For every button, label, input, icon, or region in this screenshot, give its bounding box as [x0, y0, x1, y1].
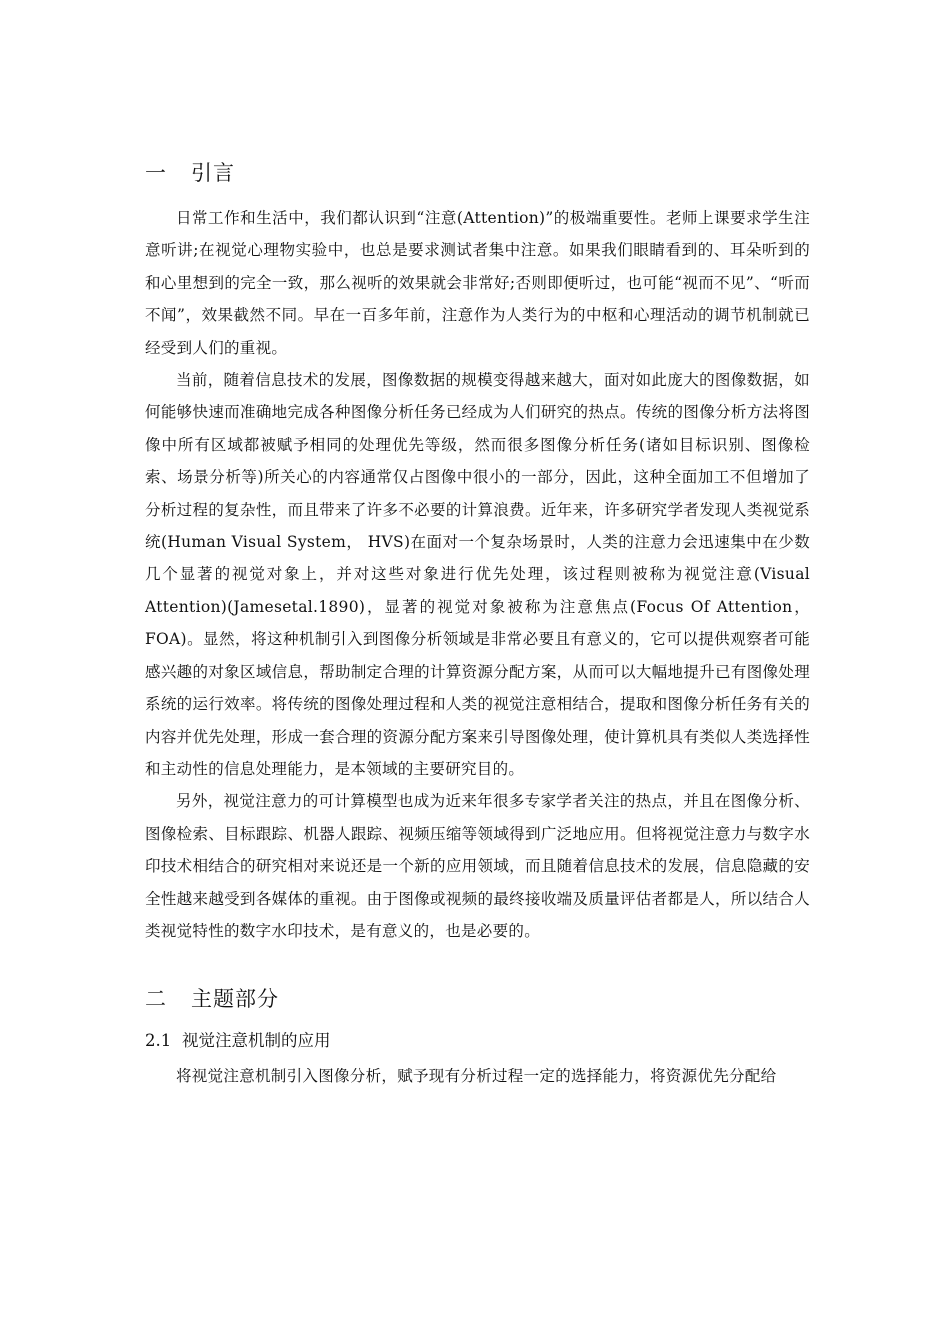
section-heading-main: [145, 984, 810, 1014]
section-number: 一: [145, 161, 167, 185]
section-title: 主题部分: [191, 987, 279, 1012]
document-body: [145, 150, 810, 1093]
paragraph: 将视觉注意机制引入图像分析，赋予现有分析过程一定的选择能力，将资源优先分配给: [176, 1067, 777, 1086]
section-heading-introduction: [145, 158, 810, 188]
subsection-title: 视觉注意机制的应用: [182, 1031, 331, 1051]
paragraph: 当前，随着信息技术的发展，图像数据的规模变得越来越大，面对如此庞大的图像数据，如何能够快速而准确地完成各种图像分析任务已经成为人们研究的热点。传统的图像分析方法将图像中所有区域都被赋予相同的处理优先等级，然而很多图像分析任务(诸如目标识别、图像检索、场景分析等)所关心的内容通常仅占图像中很小的一部分，因此，这种全面加工不但增加了分析过程的复杂性，而且带来了许多不必要的计算浪费。近年来，许多研究学者发现人类视觉系统(Human Visual System， HVS)在面对一个复杂场景时，人类的注意力会迅速集中在少数几个显著的视觉对象上，并对这些对象进行优先处理，该过程则被称为视觉注意(Visual Attention)(Jamesetal.1890)，显著的视觉对象被称为注意焦点(Focus Of Attention， FOA)。显然，将这种机制引入到图像分析领域是非常必要且有意义的，它可以提供观察者可能感兴趣的对象区域信息，帮助制定合理的计算资源分配方案，从而可以大幅地提升已有图像处理系统的运行效率。将传统的图像处理过程和人类的视觉注意相结合，提取和图像分析任务有关的内容并优先处理，形成一套合理的资源分配方案来引导图像处理，使计算机具有类似人类选择性和主动性的信息处理能力，是本领域的主要研究目的。: [145, 371, 810, 778]
subsection-number: 2.1: [145, 1031, 172, 1051]
subsection-heading: [145, 1026, 810, 1056]
section-number: 二: [145, 987, 167, 1012]
paragraph: 另外，视觉注意力的可计算模型也成为近来年很多专家学者关注的热点，并且在图像分析、图像检索、目标跟踪、机器人跟踪、视频压缩等领域得到广泛地应用。但将视觉注意力与数字水印技术相结合的研究相对来说还是一个新的应用领域，而且随着信息技术的发展，信息隐藏的安全性越来越受到各媒体的重视。由于图像或视频的最终接收端及质量评估者都是人，所以结合人类视觉特性的数字水印技术，是有意义的，也是必要的。: [145, 792, 810, 940]
paragraph: 日常工作和生活中，我们都认识到“注意(Attention)”的极端重要性。老师上课要求学生注意听讲;在视觉心理物实验中，也总是要求测试者集中注意。如果我们眼睛看到的、耳朵听到的和心里想到的完全一致，那么视听的效果就会非常好;否则即便听过，也可能“视而不见”、“听而不闻”，效果截然不同。早在一百多年前，注意作为人类行为的中枢和心理活动的调节机制就已经受到人们的重视。: [145, 209, 810, 357]
section-title: 引言: [191, 161, 235, 185]
